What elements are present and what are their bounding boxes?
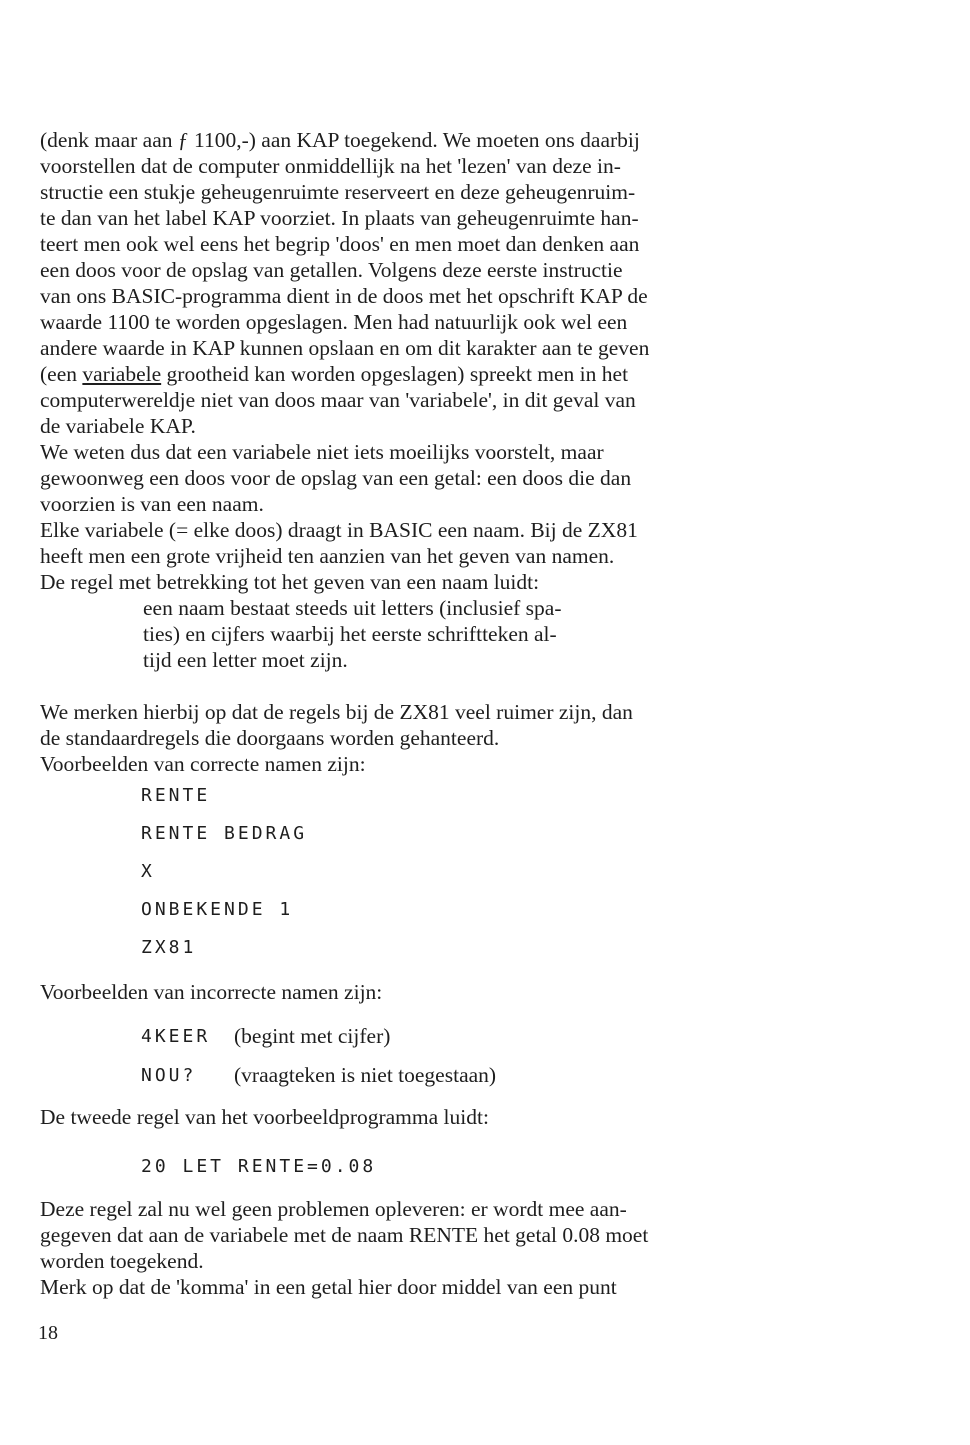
text-line: andere waarde in KAP kunnen opslaan en om dit karakter aan te geven [40, 336, 650, 360]
code-example: ZX81 [141, 937, 197, 958]
text-line: De regel met betrekking tot het geven van een naam luidt: [40, 570, 540, 594]
text-line: gegeven dat aan de variabele met de naam RENTE het getal 0.08 moet [40, 1223, 649, 1247]
text-line: voorzien is van een naam. [40, 492, 264, 516]
example-note: (begint met cijfer) [234, 1024, 391, 1048]
text-line: structie een stukje geheugenruimte reserveert en deze geheugenruim- [40, 180, 636, 204]
text-line: van ons BASIC-programma dient in de doos met het opschrift KAP de [40, 284, 648, 308]
text-line: We weten dus dat een variabele niet iets moeilijks voorstelt, maar [40, 440, 604, 464]
text-line: waarde 1100 te worden opgeslagen. Men had natuurlijk ook wel een [40, 310, 628, 334]
text-line: teert men ook wel eens het begrip 'doos' en men moet dan denken aan [40, 232, 640, 256]
code-example: 4KEER [141, 1026, 211, 1047]
text-line: Voorbeelden van correcte namen zijn: [40, 752, 366, 776]
text-fragment: (een [40, 362, 83, 386]
text-line: Elke variabele (= elke doos) draagt in BASIC een naam. Bij de ZX81 [40, 518, 638, 542]
text-line: gewoonweg een doos voor de opslag van een getal: een doos die dan [40, 466, 632, 490]
text-line: heeft men een grote vrijheid ten aanzien van het geven van namen. [40, 544, 615, 568]
page-number: 18 [38, 1322, 58, 1344]
text-line: de standaardregels die doorgaans worden gehanteerd. [40, 726, 500, 750]
text-line: Voorbeelden van incorrecte namen zijn: [40, 980, 383, 1004]
rule-line: tijd een letter moet zijn. [143, 648, 348, 672]
text-line: We merken hierbij op dat de regels bij de ZX81 veel ruimer zijn, dan [40, 700, 633, 724]
text-line: Merk op dat de 'komma' in een getal hier door middel van een punt [40, 1275, 617, 1299]
example-note: (vraagteken is niet toegestaan) [234, 1063, 497, 1087]
text-line: computerwereldje niet van doos maar van 'variabele', in dit geval van [40, 388, 636, 412]
text-line [40, 361, 850, 387]
code-example: ONBEKENDE 1 [141, 899, 294, 920]
code-example: X [141, 861, 155, 882]
text-line: De tweede regel van het voorbeeldprogramma luidt: [40, 1105, 489, 1129]
text-line: voorstellen dat de computer onmiddellijk na het 'lezen' van deze in- [40, 154, 621, 178]
program-line: 20 LET RENTE=0.08 [141, 1156, 377, 1177]
text-line: Deze regel zal nu wel geen problemen opleveren: er wordt mee aan- [40, 1197, 627, 1221]
code-example: RENTE [141, 785, 211, 806]
underlined-term: variabele [82, 362, 162, 386]
text-line: te dan van het label KAP voorziet. In plaats van geheugenruimte han- [40, 206, 639, 230]
text-line: (denk maar aan ƒ 1100,-) aan KAP toegekend. We moeten ons daarbij [40, 128, 640, 152]
code-example: NOU? [141, 1065, 197, 1086]
rule-line: ties) en cijfers waarbij het eerste schriftteken al- [143, 622, 557, 646]
text-fragment: grootheid kan worden opgeslagen) spreekt men in het [161, 362, 629, 386]
text-line: de variabele KAP. [40, 414, 196, 438]
text-line: worden toegekend. [40, 1249, 204, 1273]
rule-line: een naam bestaat steeds uit letters (inclusief spa- [143, 596, 562, 620]
code-example: RENTE BEDRAG [141, 823, 308, 844]
text-line: een doos voor de opslag van getallen. Volgens deze eerste instructie [40, 258, 623, 282]
